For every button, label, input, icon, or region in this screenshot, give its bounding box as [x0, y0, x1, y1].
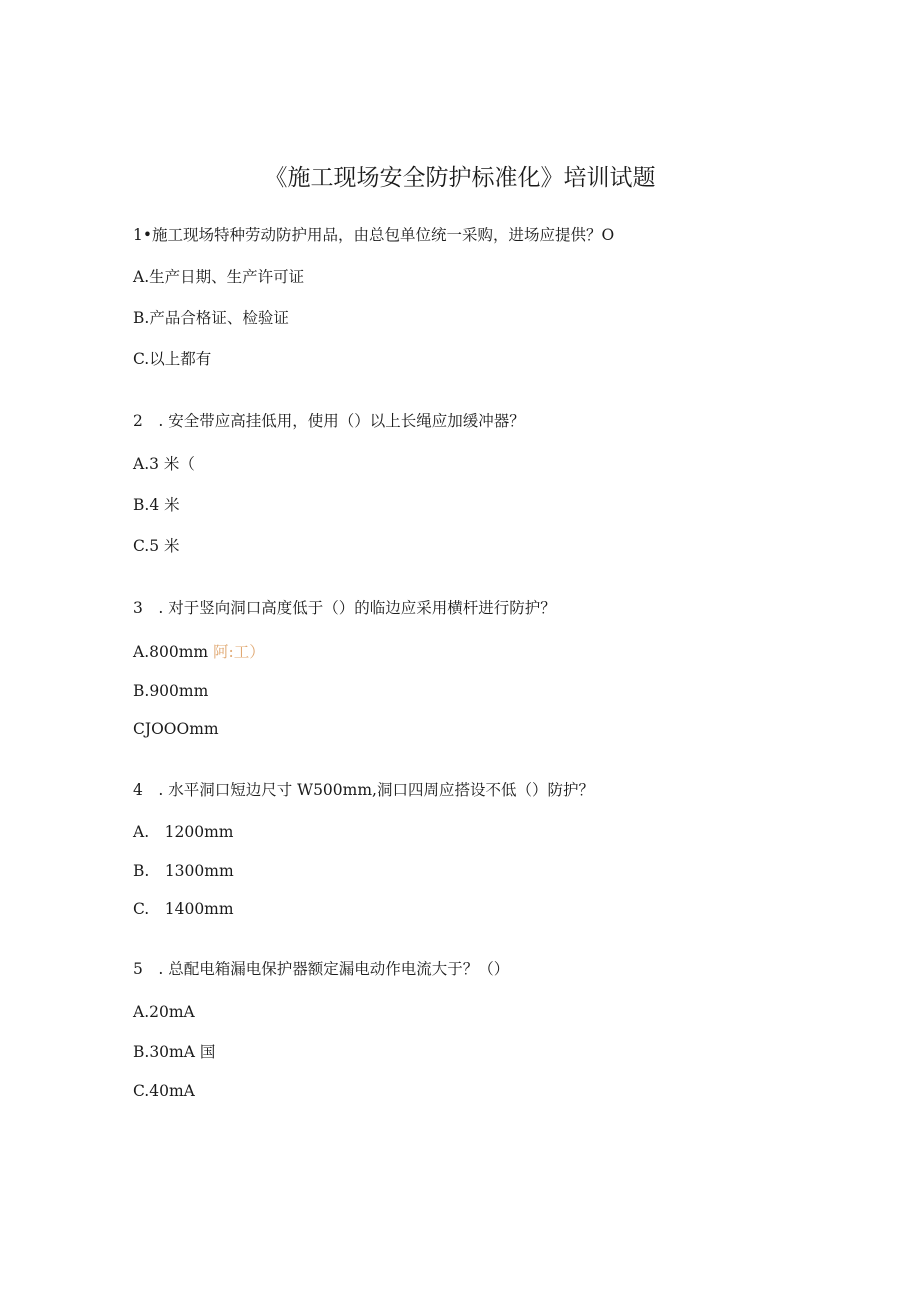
question-2-option-a: A.3 米（ — [133, 455, 195, 473]
question-4-option-b: B. 1300mm — [133, 862, 234, 880]
question-1-option-a: A.生产日期、生产许可证 — [133, 268, 305, 286]
question-2-stem: 2 . 安全带应高挂低用，使用（）以上长绳应加缓冲器？ — [133, 412, 525, 430]
question-5-option-a: A.20mA — [133, 1003, 195, 1021]
question-1-option-b: B.产品合格证、检验证 — [133, 309, 289, 327]
handwritten-annotation: 阿:工） — [213, 643, 265, 661]
question-1-stem: 1•施工现场特种劳动防护用品，由总包单位统一采购，进场应提供？O — [133, 226, 615, 244]
question-2-option-c: C.5 米 — [133, 537, 180, 555]
question-1-option-c: C.以上都有 — [133, 350, 212, 368]
question-5-stem: 5 . 总配电箱漏电保护器额定漏电动作电流大于？（） — [133, 960, 510, 978]
document-title: 《施工现场安全防护标准化》培训试题 — [264, 165, 656, 191]
question-3-stem: 3 . 对于竖向洞口高度低于（）的临边应采用横杆进行防护？ — [133, 599, 556, 617]
question-4-option-a: A. 1200mm — [133, 823, 234, 841]
question-3-option-c: CJOOOmm — [133, 720, 219, 738]
question-3-option-a: A.800mm — [133, 643, 209, 661]
question-3-option-a-row — [133, 641, 265, 663]
question-3-option-b: B.900mm — [133, 682, 209, 700]
question-2-option-b: B.4 米 — [133, 496, 180, 514]
question-4-stem: 4 . 水平洞口短边尺寸 W500mm,洞口四周应搭设不低（）防护？ — [133, 781, 594, 799]
question-4-option-c: C. 1400mm — [133, 900, 234, 918]
question-5-option-b: B.30mA 国 — [133, 1043, 216, 1061]
question-5-option-c: C.40mA — [133, 1082, 195, 1100]
